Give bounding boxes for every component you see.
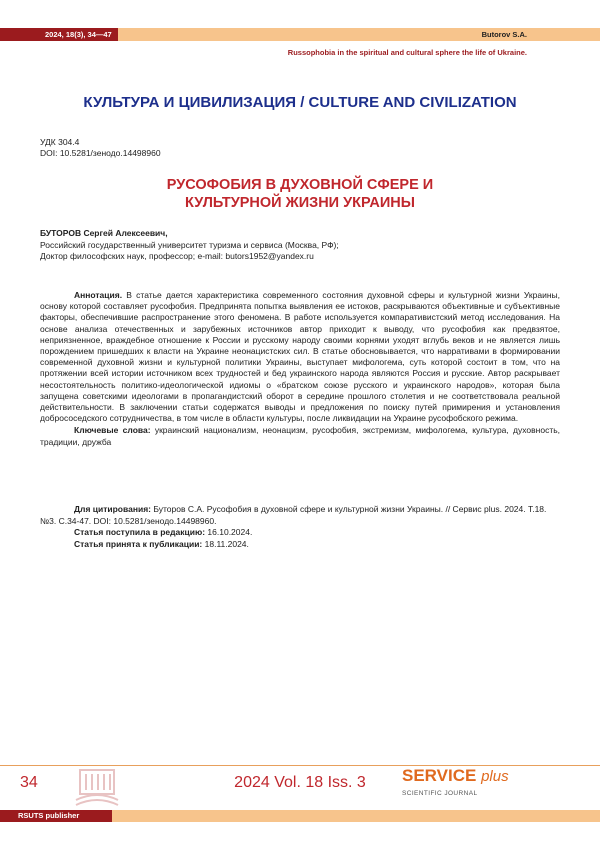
journal-brand — [402, 766, 509, 786]
keywords-label: Ключевые слова: — [74, 425, 151, 436]
keywords — [40, 425, 560, 447]
abstract-block — [40, 290, 560, 448]
citation-label: Для цитирования: — [74, 504, 151, 514]
author-name: БУТОРОВ Сергей Алексеевич, — [40, 228, 168, 238]
received — [40, 527, 560, 539]
author-position: Доктор философских наук, профессор; e-mail: butors1952@yandex.ru — [40, 251, 314, 261]
footer-bar — [112, 810, 600, 822]
citation — [40, 504, 560, 527]
accepted — [40, 539, 560, 551]
title-line-2: КУЛЬТУРНОЙ ЖИЗНИ УКРАИНЫ — [185, 195, 415, 211]
running-title: Russophobia in the spiritual and cultural sphere the life of Ukraine. — [287, 48, 527, 57]
abstract-label: Аннотация. — [74, 290, 123, 300]
udk: УДК 304.4 — [40, 137, 80, 147]
accepted-date: 18.11.2024. — [202, 538, 249, 549]
publisher-bar: RSUTS publisher — [0, 810, 112, 822]
article-meta — [40, 137, 161, 159]
received-date: 16.10.2024. — [205, 527, 253, 537]
abstract-text: В статье дается характеристика современного состояния духовной сферы и культурной жизни Украины, основу которой составляет русофобия. Предпринята попытка выявления ее истоков, раскрываются объективные и субъективные факторы, обеспечившие распространение этого феномена. В работе используется компаративистский метод исследования. На основе анализа отечественных и зарубежных источников автор приходит к выводу, что русофобия как предвзятое, неприязненное, враждебное отношение к России и русскому народу своими корнями уходят вглубь веков и не является лишь порождением пришедших к власти на Украине неонацистских сил. В статье обосновывается, что нарративами в формировании современной духовной жизни и культурной политики Украины, выступает мифологема, суть которой состоит в том, что на протяжении всей истории источником всех трудностей и бед украинского народа являются Россия и русские. Автор раскрывает несостоятельность политико-идеологической идиомы о «братском союзе русского и украинского народов», которая была запущена советскими идеологами в пропагандистский оборот в середине прошлого столетия и не соответствовала реальной действительности. В заключении статьи содержатся выводы и предложения по поиску путей примирения и установления добрососедского сотрудничества, в том числе в области культуры, после ликвидации на Украине русофобского режима. — [40, 290, 560, 424]
abstract — [40, 290, 560, 424]
author-affiliation: Российский государственный университет туризма и сервиса (Москва, РФ); — [40, 239, 339, 250]
citation-text: Буторов С.А. Русофобия в духовной сфере и культурной жизни Украины. // Сервис plus. 2024. Т.18. №3. С.34-47. DOI: 10.5281/зенодо.14498960. — [40, 504, 547, 526]
header-author: Butorov S.A. — [118, 28, 600, 41]
citation-block — [40, 504, 560, 550]
page-number: 34 — [20, 774, 38, 791]
keywords-text: украинский национализм, неонацизм, русофобия, экстремизм, мифологема, культура, духовность, традиции, дружба — [40, 425, 560, 447]
article-title — [0, 176, 600, 212]
author-block — [40, 228, 339, 263]
accepted-label: Статья принята к публикации: — [74, 538, 203, 549]
doi: DOI: 10.5281/зенодо.14498960 — [40, 148, 161, 158]
brand-subtitle: SCIENTIFIC JOURNAL — [402, 790, 478, 797]
section-heading: КУЛЬТУРА И ЦИВИЛИЗАЦИЯ / CULTURE AND CIVILIZATION — [83, 94, 517, 111]
brand-name: SERVICE — [402, 766, 477, 785]
title-line-1: РУСОФОБИЯ В ДУХОВНОЙ СФЕРЕ И — [166, 177, 434, 193]
volume-issue: 2024 Vol. 18 Iss. 3 — [234, 774, 366, 791]
header-issue: 2024, 18(3), 34—47 — [0, 28, 118, 41]
brand-plus: plus — [481, 768, 509, 785]
received-label: Статья поступила в редакцию: — [74, 527, 206, 537]
